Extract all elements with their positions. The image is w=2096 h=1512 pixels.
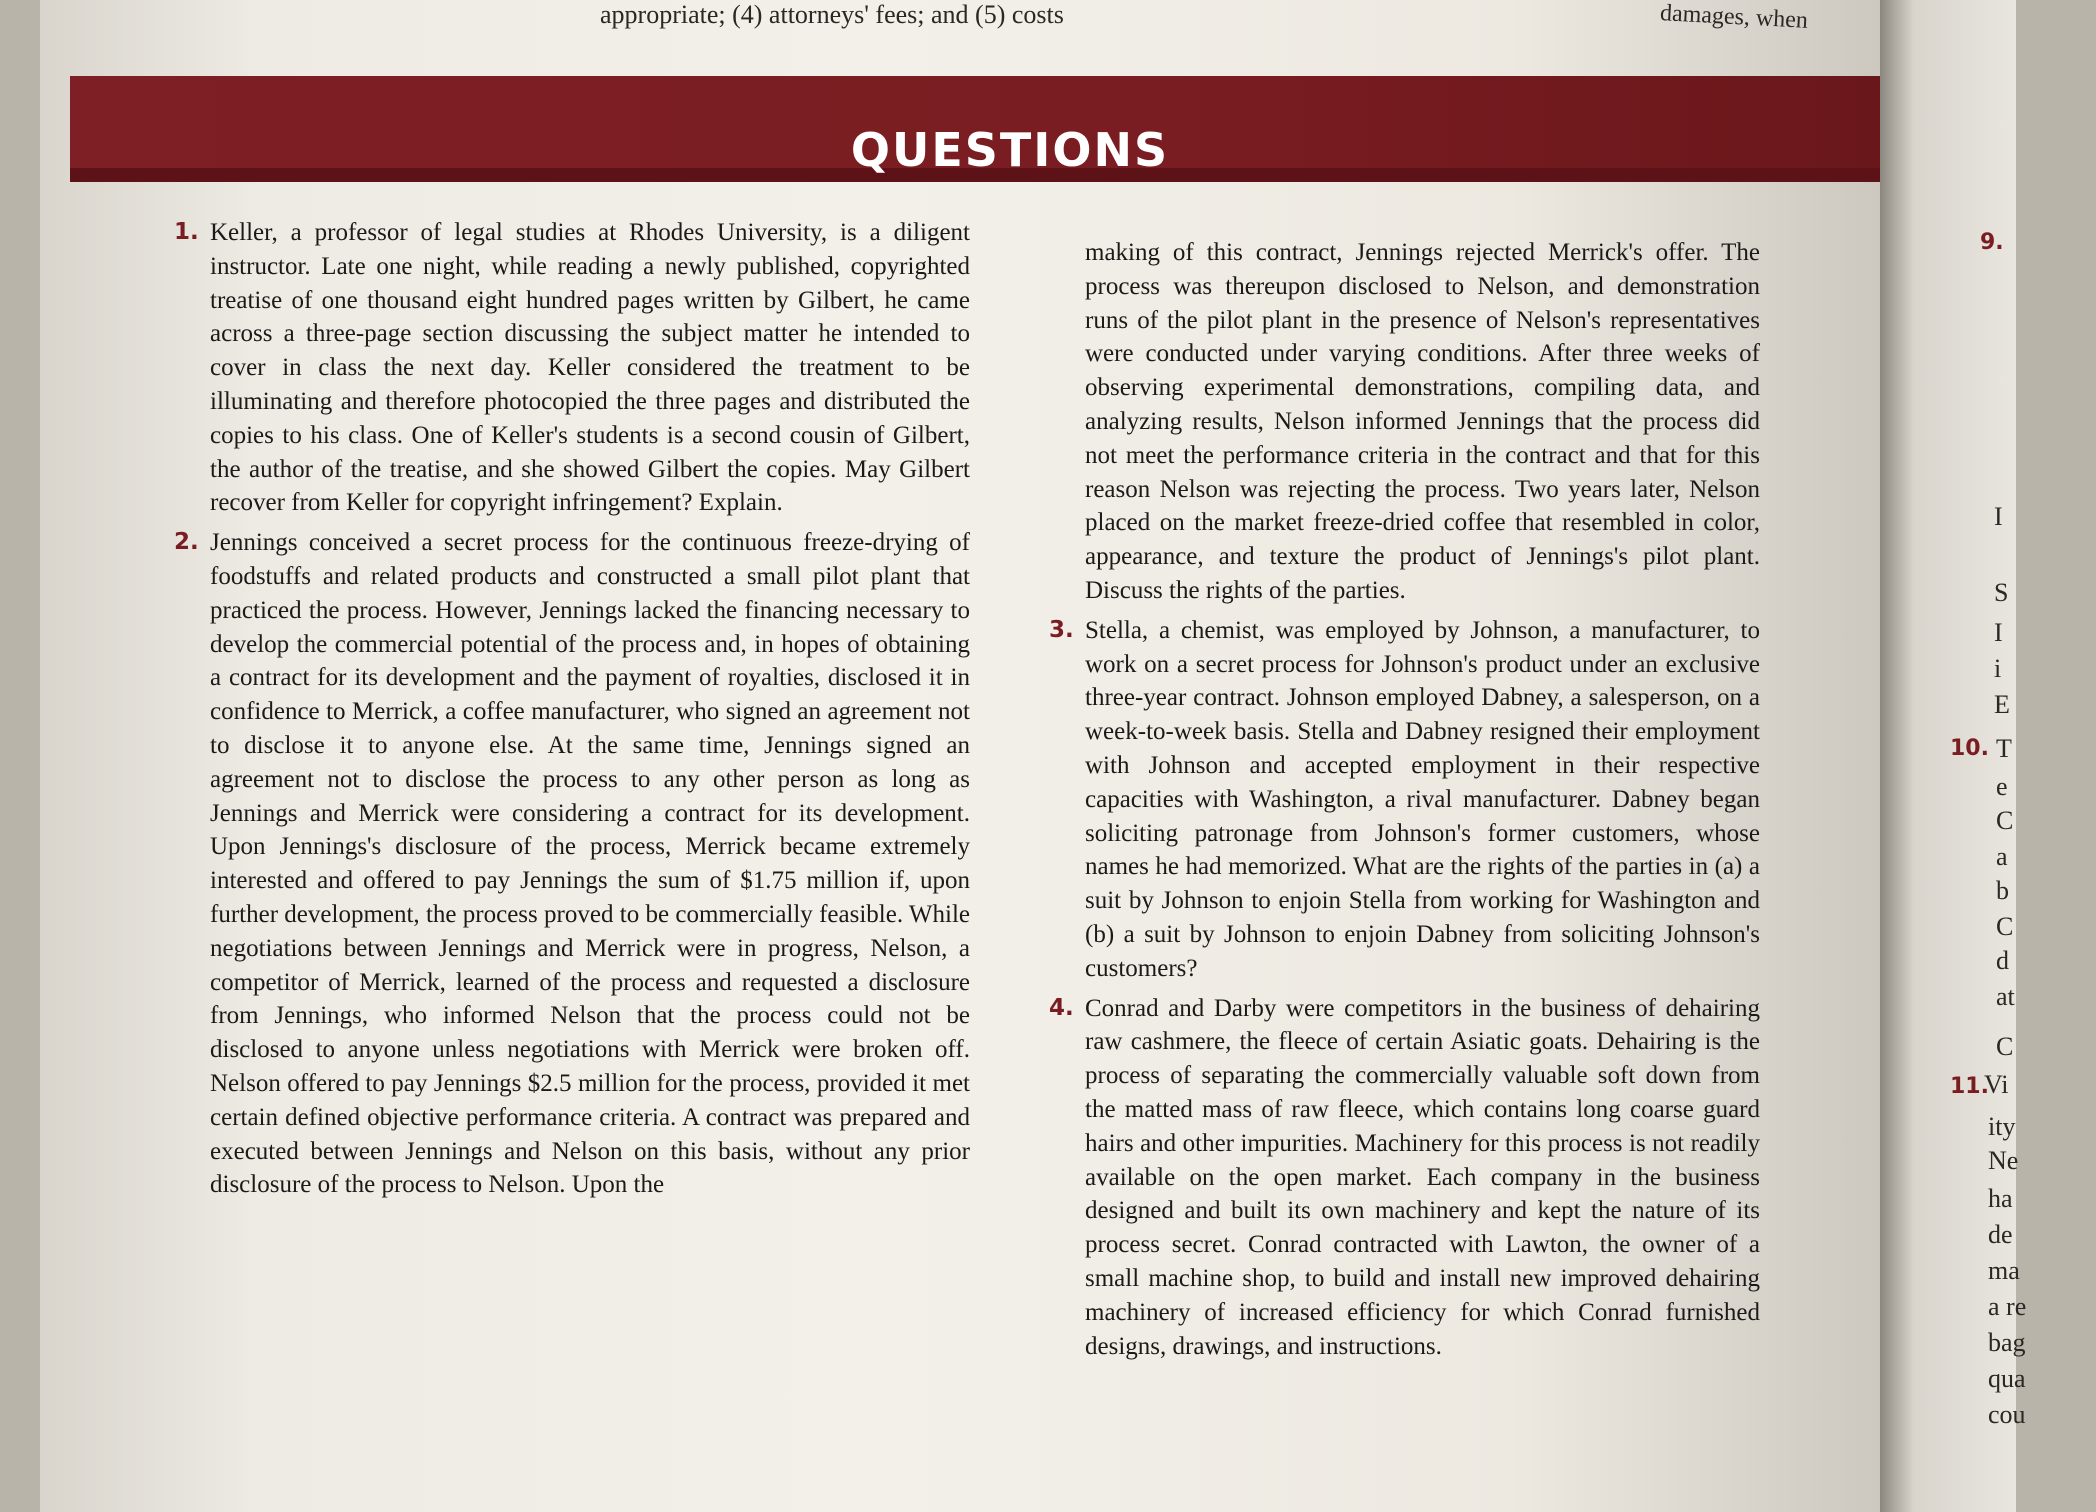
question-2-continued: making of this contract, Jennings rejected Merrick's offer. The process was thereupon disclosed to Nelson, and demonstration runs of the pilot plant in the presence of Nelson's representatives were conducted under varying conditions. After three weeks of observing experimental demonstrations, compiling data, and analyzing results, Nelson informed Jennings that the process did not meet the performance criteria in the contract and that for this reason Nelson was rejecting the process. Two years later, Nelson placed on the market freeze-dried coffee that resembled in color, appearance, and texture the product of Jennings's pilot plant. Discuss the rights of the parties. — [1085, 239, 1760, 604]
adjacent-fragment: C — [1996, 1032, 2014, 1061]
question-number: 3. — [1049, 616, 1074, 643]
adjacent-fragment: de — [1988, 1220, 2013, 1249]
adjacent-fragment: ity — [1988, 1112, 2016, 1141]
adjacent-fragment: C — [1996, 912, 2014, 941]
question-text: Jennings conceived a secret process for the continuous freeze-drying of foodstuffs and related products and constructed a small pilot plant that practiced the process. However, Jennings lacked the financing necessary to develop the commercial potential of the process and, in hopes of obtaining a contract for its development and the payment of royalties, disclosed it in confidence to Merrick, a coffee manufacturer, who signed an agreement not to disclose it to anyone else. At the same time, Jennings signed an agreement not to disclose the process to any other person as long as Jennings and Merrick were considering a contract for its development. Upon Jennings's disclosure of the process, Merrick became extremely interested and offered to pay Jennings the sum of $1.75 million if, upon further development, the process proved to be commercially feasible. While negotiations between Jennings and Merrick were in progress, Nelson, a competitor of Merrick, learned of the process and requested a disclosure from Jennings, who informed Nelson that the process could not be disclosed to anyone unless negotiations with Merrick were broken off. Nelson offered to pay Jennings $2.5 million for the process, provided it met certain defined objective performance criteria. A contract was prepared and executed between Jennings and Nelson on this basis, without any prior disclosure of the process to Nelson. Upon the — [210, 529, 970, 1199]
adjacent-fragment: qua — [1988, 1364, 2026, 1393]
adjacent-fragment: S — [1994, 578, 2009, 607]
adjacent-fragment: I — [1994, 618, 2003, 647]
adjacent-fragment: b — [1996, 876, 2009, 905]
adjacent-question-number: 11. — [1950, 1074, 1989, 1099]
adjacent-fragment: at — [1996, 982, 2015, 1011]
adjacent-fragment: e — [1996, 772, 2008, 801]
adjacent-fragment: a re — [1988, 1292, 2027, 1321]
adjacent-fragment: a — [1996, 842, 2008, 871]
adjacent-fragment: I — [1994, 502, 2003, 531]
section-title: QUESTIONS — [850, 123, 1170, 177]
header-previous-text: appropriate; (4) attorneys' fees; and (5) costs — [600, 0, 1064, 29]
left-column — [174, 216, 970, 1202]
adjacent-fragment: cou — [1988, 1400, 2026, 1429]
question-number: 4. — [1049, 994, 1074, 1021]
question-number: 2. — [174, 529, 199, 556]
adjacent-fragment: C — [1996, 806, 2014, 835]
question-4 — [1049, 992, 1760, 1364]
question-number: 1. — [174, 219, 199, 245]
header-previous-text-right: damages, when — [1659, 0, 1809, 34]
adjacent-fragment: bag — [1988, 1328, 2026, 1357]
adjacent-fragment: Ne — [1988, 1146, 2019, 1175]
adjacent-question-number: 9. — [1980, 230, 2004, 255]
right-column — [1049, 236, 1760, 1363]
question-2 — [174, 526, 970, 1202]
adjacent-fragment: d — [1996, 946, 2009, 975]
adjacent-fragment: E — [1994, 690, 2010, 719]
question-text: Keller, a professor of legal studies at Rhodes University, is a diligent instructor. Late one night, while reading a newly published, copyrighted treatise of one thousand eight hundred pages written by Gilbert, he came across a three-page section discussing the subject matter he intended to cover in class the next day. Keller considered the treatment to be illuminating and therefore photocopied the three pages and distributed the copies to his class. One of Keller's students is a second cousin of Gilbert, the author of the treatise, and she showed Gilbert the copies. May Gilbert recover from Keller for copyright infringement? Explain. — [210, 219, 970, 517]
question-text: Conrad and Darby were competitors in the business of dehairing raw cashmere, the fleece of certain Asiatic goats. Dehairing is the process of separating the commercially valuable soft down from the matted mass of raw fleece, which contains long coarse guard hairs and other impurities. Machinery for this process is not readily available on the open market. Each company in the business designed and built its own machinery and kept the nature of its process secret. Conrad contracted with Lawton, the owner of a small machine shop, to build and install new improved dehairing machinery of increased efficiency for which Conrad furnished designs, drawings, and instructions. — [1085, 994, 1760, 1360]
adjacent-fragment: Vi — [1984, 1070, 2009, 1099]
adjacent-fragment: ma — [1988, 1256, 2020, 1285]
question-text: Stella, a chemist, was employed by Johnson, a manufacturer, to work on a secret process for Johnson's product under an exclusive three-year contract. Johnson employed Dabney, a salesperson, on a week-to-week basis. Stella and Dabney resigned their employment with Johnson and accepted employment in their respective capacities with Washington, a rival manufacturer. Dabney began soliciting patronage from Johnson's former customers, whose names he had memorized. What are the rights of the parties in (a) a suit by Johnson to enjoin Stella from working for Washington and (b) a suit by Johnson to enjoin Dabney from soliciting Johnson's customers? — [1085, 616, 1760, 982]
adjacent-fragment: i — [1994, 654, 2002, 683]
question-3 — [1049, 614, 1760, 986]
question-1 — [174, 216, 970, 520]
adjacent-fragment: T — [1996, 734, 2012, 763]
adjacent-fragment: ha — [1988, 1184, 2013, 1213]
adjacent-question-number: 10. — [1950, 736, 1989, 761]
